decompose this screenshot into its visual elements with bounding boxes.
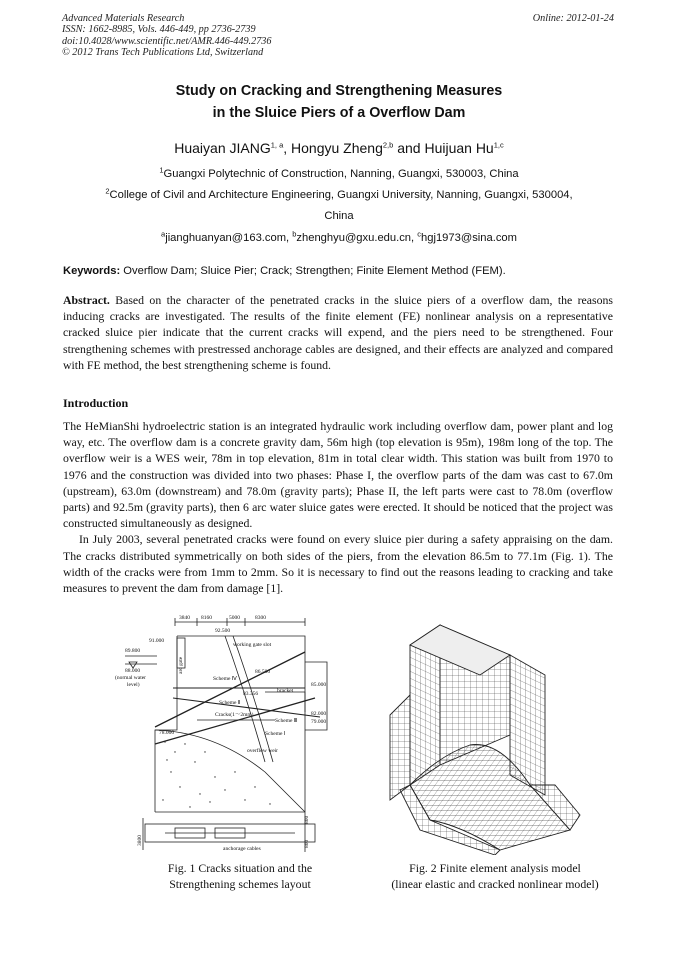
journal-header <box>62 13 271 58</box>
fig1-el-83356: 83.356 <box>243 691 259 697</box>
affiliation-2-text: College of Civil and Architecture Engineering, Guangxi University, Nanning, Guangxi, 530004, <box>109 189 573 201</box>
section-heading-introduction: Introduction <box>63 396 129 410</box>
paper-title <box>0 80 678 124</box>
abstract-label: Abstract. <box>63 293 110 307</box>
fig1-el-78000: 78.000 <box>159 730 175 736</box>
figure-1-caption <box>120 860 360 892</box>
author-separator: , <box>283 140 292 156</box>
fig1-scheme-4: Scheme Ⅳ <box>213 676 237 682</box>
figure-2-caption-line-2: (linear elastic and cracked nonlinear model) <box>391 877 599 891</box>
email-a: jianghuanyan@163.com, <box>165 232 293 244</box>
fig1-overflow-weir: overflow weir <box>247 748 279 754</box>
email-b-sup: b <box>292 229 297 239</box>
author-separator: and <box>393 140 425 156</box>
figure-2-caption <box>360 860 630 892</box>
title-line-2: in the Sluice Piers of a Overflow Dam <box>212 105 466 121</box>
email-line <box>0 228 678 248</box>
fig1-dim-3800: 3800 <box>137 835 143 846</box>
figure-1-caption-line-2: Strengthening schemes layout <box>169 877 311 891</box>
fig1-normal-water: (normal water <box>115 675 146 681</box>
email-c: hgj1973@sina.com <box>421 232 517 244</box>
fig1-el-82000: 82.000 <box>311 711 327 717</box>
keywords-label: Keywords: <box>63 265 121 277</box>
intro-paragraph-2: In July 2003, several penetrated cracks were found on every sluice pier during a safety appraising on the dam. The cracks distributed symmetrically on both sides of the piers, from the elevation 86.5m to 77.1m (Fig. 1). The width of the cracks were from 1mm to 2mm. So it is necessary to find out the reasons leading to cracking and take measures to prevent the dam from damage [1]. <box>63 532 613 596</box>
introduction-body <box>63 418 613 596</box>
fig1-dim-4: 8300 <box>255 615 266 621</box>
affiliation-2 <box>0 185 678 205</box>
figure-2-mesh <box>380 615 590 855</box>
fig1-cracks: Cracks(1～2mm) <box>215 712 254 718</box>
author-1: Huaiyan JIANG <box>174 140 271 156</box>
fig1-el-91000: 91.000 <box>149 638 165 644</box>
author-2: Hongyu Zheng <box>291 140 383 156</box>
affiliation-2-country: China <box>324 210 354 222</box>
figure-2-caption-line-1: Fig. 2 Finite element analysis model <box>409 861 581 875</box>
email-c-sup: c <box>417 229 422 239</box>
affiliation-1 <box>0 164 678 184</box>
fig1-level: level) <box>127 682 140 688</box>
fig1-el-79000: 79.000 <box>311 719 327 725</box>
title-line-1: Study on Cracking and Strengthening Measures <box>175 83 503 99</box>
fig1-scheme-2: Scheme Ⅱ <box>219 700 241 706</box>
fig1-bracket: bracket <box>277 688 294 694</box>
issn-line: ISSN: 1662-8985, Vols. 446-449, pp 2736-2739 <box>62 24 256 36</box>
doi-line: doi:10.4028/www.scientific.net/AMR.446-449.2736 <box>62 35 272 47</box>
author-1-sup: 1, a <box>270 140 284 150</box>
fig1-el-88000: 88.000 <box>125 668 141 674</box>
email-a-sup: a <box>161 229 166 239</box>
fig1-dim-3: 5000 <box>229 615 240 621</box>
affiliation-1-text: Guangxi Polytechnic of Construction, Nanning, Guangxi, 530003, China <box>163 168 519 180</box>
fig1-el-89800: 89.800 <box>125 648 141 654</box>
author-2-sup: 2,b <box>382 140 394 150</box>
keywords-text: Overflow Dam; Sluice Pier; Crack; Strengthen; Finite Element Method (FEM). <box>120 265 506 277</box>
journal-name: Advanced Materials Research <box>62 13 185 24</box>
author-3-sup: 1,c <box>493 140 504 150</box>
fig1-dim-800-b: 800 <box>304 839 310 848</box>
fig1-anchorage-cables: anchorage cables <box>223 846 261 852</box>
fig1-arc-gate: arc gate <box>178 656 184 674</box>
fig1-el-85000: 85.000 <box>311 682 327 688</box>
author-list <box>0 140 678 156</box>
affiliation-2-sup: 2 <box>105 186 110 196</box>
keywords <box>63 265 623 277</box>
author-3: Huijuan Hu <box>424 140 494 156</box>
fig1-el-86500: 86.500 <box>255 669 271 675</box>
affiliation-1-sup: 1 <box>159 165 164 175</box>
figure-1-caption-line-1: Fig. 1 Cracks situation and the <box>167 861 313 875</box>
fig1-dim-1: 3840 <box>179 615 190 621</box>
fig1-scheme-3: Scheme Ⅲ <box>275 718 298 724</box>
fig1-scheme-1: Scheme Ⅰ <box>265 731 286 737</box>
intro-paragraph-1: The HeMianShi hydroelectric station is an integrated hydraulic work including overflow dam, power plant and log way, etc. The overflow dam is a concrete gravity dam, 56m high (top elevation is 95m), 198m long of the top. The overflow weir is a WES weir, 78m in top elevation, 81m in total clear width. This station was built from 1970 to 1976 and the construction was divided into two phases: Phase I, the overflow parts of the dam was cast to 67.0m (upstream), 63.0m (downstream) and 78.0m (gravity parts); Phase II, the left parts were cast to 78.0m (overflow parts) and 92.5m (gravity parts), then 6 arc water sluice gates were erected. It should be noticed that the project was constructed simultaneously as designed. <box>63 419 613 531</box>
online-date: Online: 2012-01-24 <box>532 13 614 24</box>
fig1-dim-2: 8160 <box>201 615 212 621</box>
figure-1-drawing <box>105 612 355 858</box>
abstract-text: Based on the character of the penetrated cracks in the sluice piers of a overflow dam, the reasons inducing cracks are investigated. The results of the finite element (FE) nonlinear analysis on a representative cracked sluice pier indicate that the current cracks will expend, and the piers need to be strengthened. Four strengthening schemes with prestressed anchorage cables are designed, and their effects are analyzed and compared with FE method, the best strengthening scheme is found. <box>63 293 613 372</box>
email-b: zhenghyu@gxu.edu.cn, <box>296 232 418 244</box>
fig1-working-gate-slot: working gate slot <box>233 642 272 648</box>
abstract <box>63 292 613 373</box>
fig1-el-92500: 92.500 <box>215 628 231 634</box>
fig1-dim-800-a: 800 <box>304 815 310 824</box>
copyright-line: © 2012 Trans Tech Publications Ltd, Switzerland <box>62 46 264 58</box>
